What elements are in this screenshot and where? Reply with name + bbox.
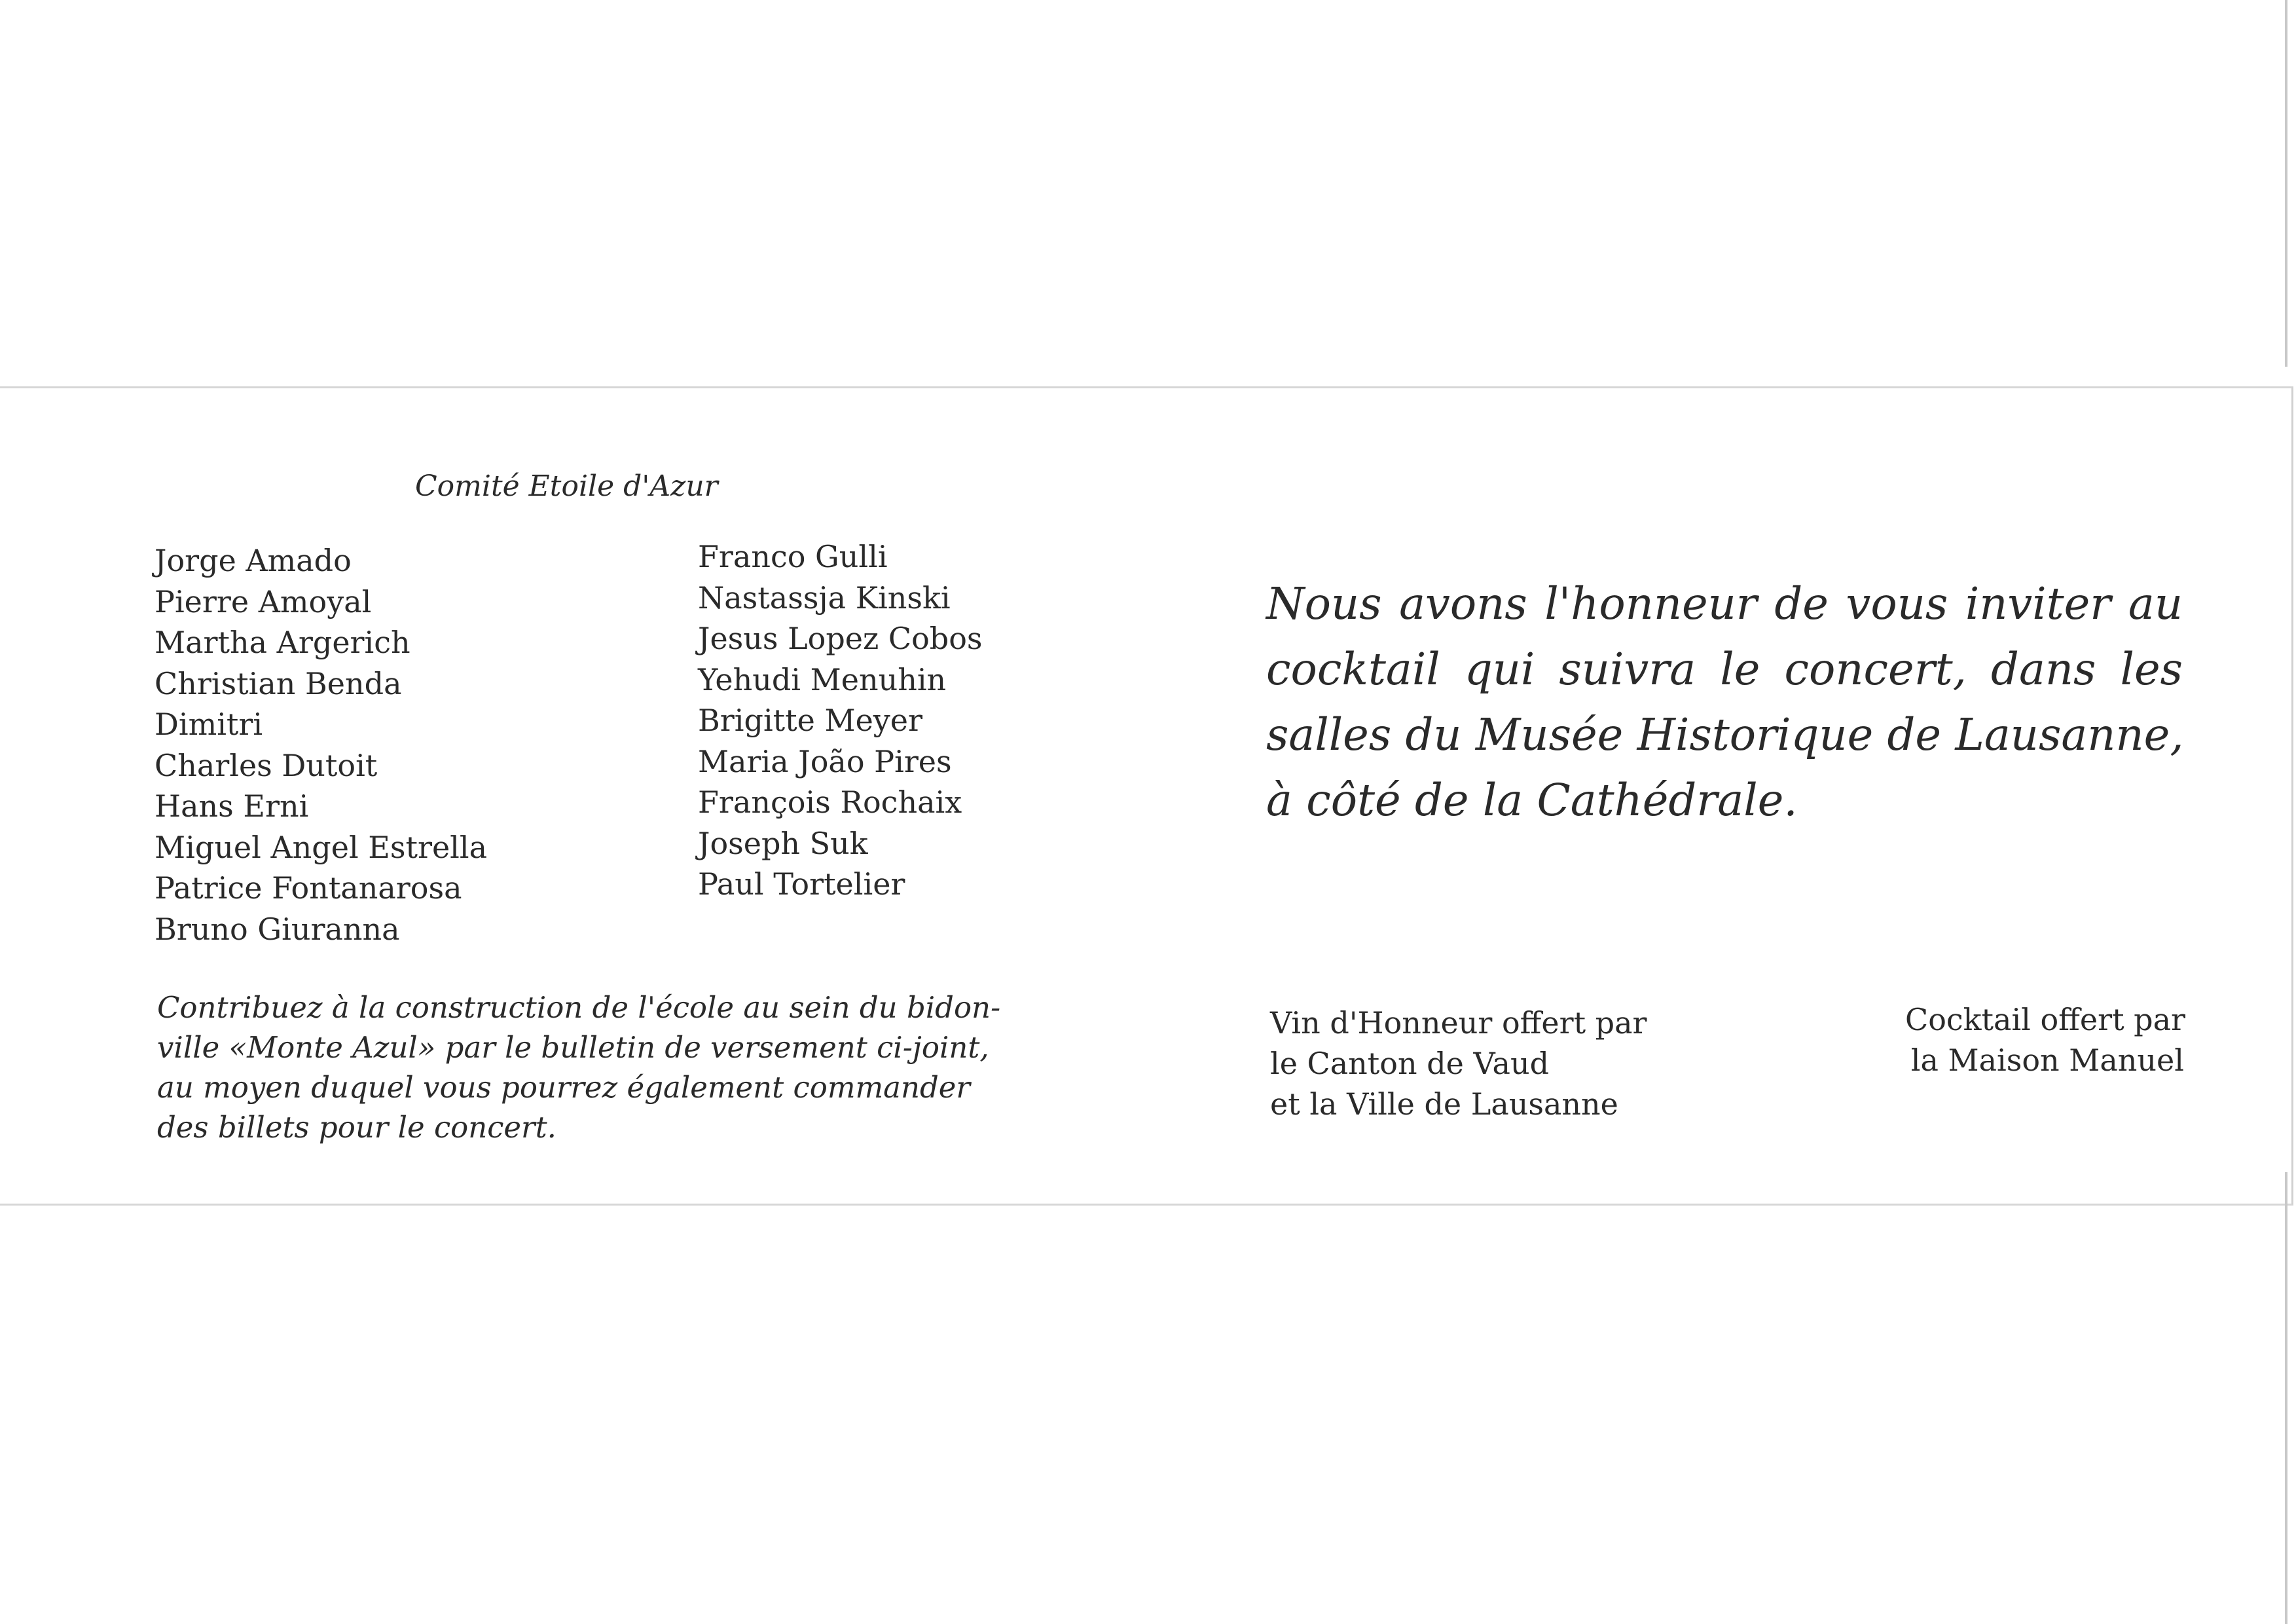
invitation-line: salles du Musée Historique de Lausanne, <box>1266 709 2184 760</box>
committee-title: Comité Etoile d'Azur <box>415 470 718 503</box>
card-bottom-edge <box>2285 1172 2287 1624</box>
committee-member: Charles Dutoit <box>155 747 378 783</box>
committee-list-right <box>698 536 983 905</box>
committee-member: Jorge Amado <box>155 543 352 578</box>
committee-member: Miguel Angel Estrella <box>155 829 488 865</box>
committee-member: Bruno Giuranna <box>155 911 400 947</box>
committee-member: Hans Erni <box>155 788 309 824</box>
committee-member: Franco Gulli <box>698 539 888 574</box>
committee-member: Brigitte Meyer <box>698 703 923 738</box>
contribution-line: au moyen duquel vous pourrez également commander <box>157 1070 970 1105</box>
sponsor-line: la Maison Manuel <box>1910 1043 2184 1078</box>
wine-sponsor <box>1270 1003 1647 1124</box>
committee-member: Paul Tortelier <box>698 866 905 902</box>
contribution-line: des billets pour le concert. <box>157 1110 556 1145</box>
committee-member: Patrice Fontanarosa <box>155 870 462 906</box>
sponsor-line: Cocktail offert par <box>1905 1002 2186 1037</box>
invitation-text <box>1266 571 2183 833</box>
committee-member: Nastassja Kinski <box>698 580 951 616</box>
contribution-line: ville «Monte Azul» par le bulletin de versement ci-joint, <box>157 1030 989 1065</box>
invitation-line: Nous avons l'honneur de vous inviter au <box>1266 578 2183 629</box>
committee-member: Joseph Suk <box>698 825 868 861</box>
committee-member: Yehudi Menuhin <box>698 661 947 697</box>
contribution-note <box>157 987 1028 1147</box>
committee-list-left <box>155 540 487 950</box>
sponsor-line: Vin d'Honneur offert par <box>1270 1005 1647 1041</box>
committee-member: Pierre Amoyal <box>155 583 372 619</box>
invitation-line: cocktail qui suivra le concert, dans les <box>1266 644 2183 695</box>
committee-member: Christian Benda <box>155 665 402 701</box>
committee-member: François Rochaix <box>698 784 962 820</box>
sponsor-line: et la Ville de Lausanne <box>1270 1086 1618 1122</box>
committee-member: Martha Argerich <box>155 625 410 660</box>
cocktail-sponsor <box>1905 999 2184 1080</box>
sponsor-line: le Canton de Vaud <box>1270 1046 1550 1081</box>
committee-member: Maria João Pires <box>698 743 952 779</box>
committee-member: Dimitri <box>155 707 263 742</box>
invitation-line: à côté de la Cathédrale. <box>1266 775 1798 826</box>
card-top-edge <box>2285 0 2287 367</box>
committee-member: Jesus Lopez Cobos <box>698 621 983 656</box>
contribution-line: Contribuez à la construction de l'école au sein du bidon- <box>157 990 1001 1025</box>
